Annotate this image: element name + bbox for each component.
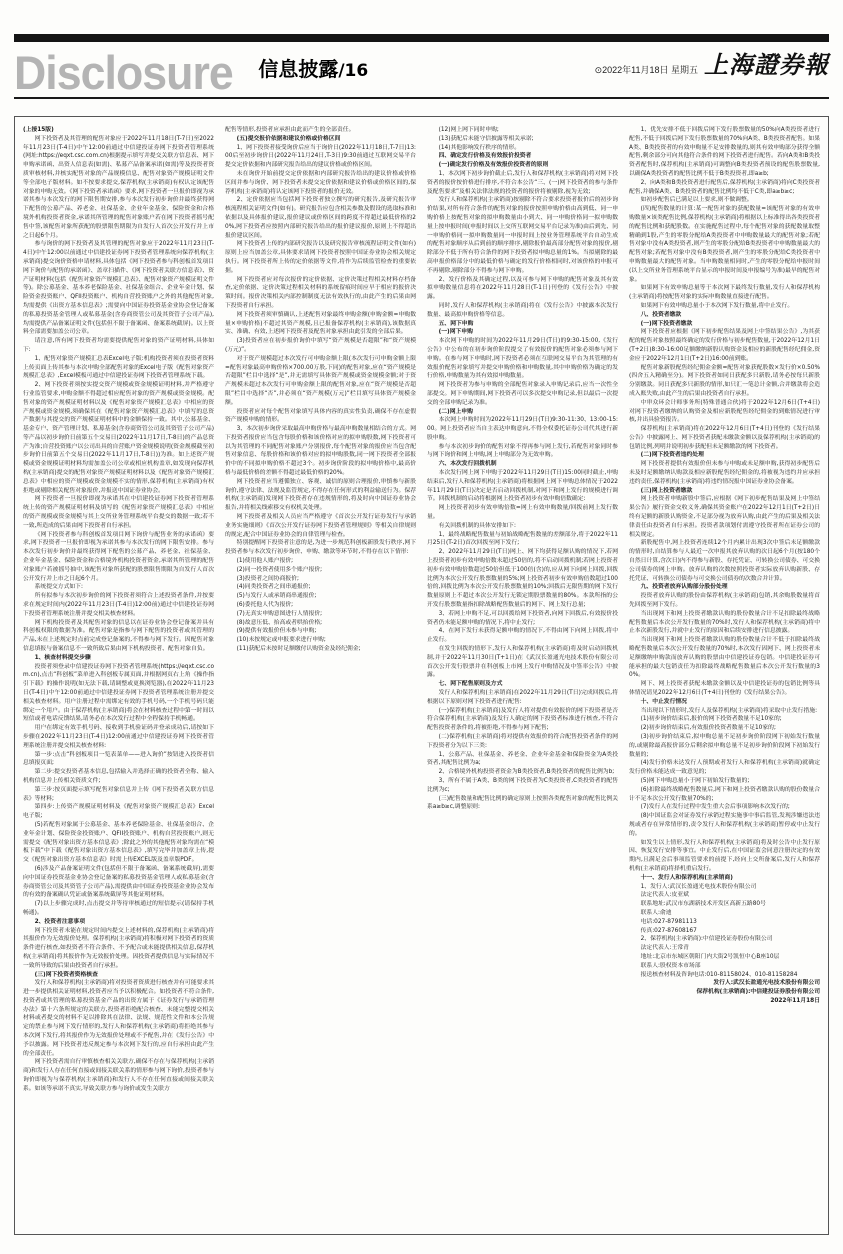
paragraph: 1、优先安排不低于回拨后网下发行股票数量的50%向A类投资者进行配售,不低于回拨后网下发行股票数量的70%向A类、B类投资者配售。如果A类、B类投资者的有效申购量不足安排数量的,则其有效申购部分获得全额配售,剩余部分可向其他符合条件的网下投资者进行配售。若向A类和B类投资者配售时,保荐机构(主承销商)可调整向B类投资者预设的配售股票数量,以确保A类投资者的配售比例不低于B类投资者,即a≥b; xyxy=(629,127,820,177)
paragraph: 网下投资者应对每次报价的定价依据、定价决策过程相关材料存档备查,定价依据、定价决策过程相关材料的系统留痕时间应早于相应的报价决策时间。报价决策相关内部控制制度无法有效执行的,由此产生的后果由网下投资者自行承担。 xyxy=(225,276,416,309)
paragraph: (1)使用他人账户报价; xyxy=(236,558,294,565)
paragraph: 在发生回拨的情形下,发行人和保荐机构(主承销商)将及时启动回拨机制,并于2022年11月30日(T+1日)在《武汉长盈通光电技术股份有限公司首次公开发行股票并在科创板上市网上发行申购情况及中签率公告》中披露。 xyxy=(427,646,618,679)
paragraph: 配售对象新股配售经纪佣金金额=配售对象获配股数×发行价×0.50%(四舍五入精确至分)。网下投资者如同日获配多只新股,请务必按每只新股分别缴款。同日获配多只新股的情形,如只汇一笔总计金额,合并缴款将会造成入账失败,由此产生的后果由投资者自行承担。 xyxy=(629,364,820,397)
section-heading: 九、投资者放弃认购部分股份处理 xyxy=(640,584,728,591)
paragraph: 系统提交方式如下: xyxy=(34,584,83,591)
paragraph: 法定代表人:皮亚斌 xyxy=(640,892,689,899)
section-heading: 八、投资者缴款 xyxy=(640,311,682,318)
section-heading: (一)网下申购 xyxy=(438,329,473,336)
paragraph: 网上投资者初步有效申购倍数=网上有效申购数量/回拨前网上发行数量。 xyxy=(427,505,618,521)
paragraph: 1、本次网下初步询价截止后,发行人和保荐机构(主承销商)将对网下投资者的报价按价格进行排序,不符合本公告“三、(一)网下投资者的参与条件及配售要求”及相关法律法规的投资者的报价将被剔除,视为无效; xyxy=(427,170,618,195)
section-heading: (二)网上申购 xyxy=(438,408,473,415)
paragraph: 1、最终战略配售数量与初始战略配售数量的差额部分,将于2022年11月25日(T-2日)首次回拨至网下发行; xyxy=(427,531,618,547)
paragraph: 2、向A类和B类投资者进行配售后,保荐机构(主承销商)将向C类投资者配售,并确保A类、B类投资者的配售比例均不低于C类,即a≥b≥c; xyxy=(629,179,820,195)
paragraph: (四)配售数量的计算:某一配售对象的获配数量=该配售对象的有效申购数量×该类配售比例,保荐机构(主承销商)将根据以上标准得出各类投资者的配售比例和获配股数。在实施配售过程中,每个配售对象的获配数量取整精确到1股,产生的零股分配给A类投资者中申购数量最大的配售对象;若配售对象中没有A类投资者,则产生的零股分配给B类投资者中申购数量最大的配售对象;若配售对象中没有B类投资者,则产生的零股分配给C类投资者中申购数量最大的配售对象。当申购数量相同时,产生的零股分配给申报时间(以上交所业务管理系统平台显示的申报时间及申报编号为准)最早的配售对象。 xyxy=(629,206,820,283)
article-frame xyxy=(14,116,829,1235)
paragraph: (5)若配售对象属于公募基金、基本养老保险基金、社保基金组合、企业年金计划、保险资金投资账户、QFII投资账户、机构自营投资账户,则无需提交《配售对象出资方基本信息表》;除此之外的其他配售对象均需在“模板下载”中下载《配售对象出资方基本信息表》,填写完毕并加盖章上传,提交《配售对象出资方基本信息表》时需上传EXCEL版及盖章版PDF。 xyxy=(23,821,214,864)
paragraph: 网下投资者应根据《网下初步配售结果及网上中签结果公告》,为其获配的配售对象按照最终确定的发行价格与初步配售数量,于2022年12月1日(T+2日)8:30-16:00足额缴纳新股认购资金及相应的新股配售经纪佣金,资金应于2022年12月1日(T+2日)16:00前到账。 xyxy=(629,329,820,362)
paragraph: (1)初步询价结束后,报价的网下投资者数量不足10家的; xyxy=(640,716,782,723)
paragraph: 网下投资者需自行审慎核查相关关联方,确保不存在与保荐机构(主承销商)和发行人存在任何直接或间接关联关系的情形参与网下询价,投资者参与询价即视为与保荐机构(主承销商)和发行人不存在任何直接或间接关联关系。如该等承诺不真实,导致关联方参与询价或发生关联方 xyxy=(23,1059,214,1092)
paragraph: 2、合格境外机构投资者资金为B类投资者,B类投资者的配售比例为b; xyxy=(438,769,615,776)
page-header xyxy=(14,44,829,99)
article-columns xyxy=(23,126,820,1225)
paragraph: 所有拟参与本次初步询价的网下投资者须符合上述投资者条件,并按要求在规定时间内(2022年11月23日(T-4日)12:00前)通过中信建投证券网下投资者管理系统注册并提交相关核查材料。 xyxy=(23,593,214,617)
paragraph: 当出现网下和网上投资者缴款认购的股份数量合计不足扣除最终战略配售数量后本次公开发行数量的70%时,发行人和保荐机构(主承销商)将中止本次新股发行,并就中止发行的原因和后续安排进行信息披露。 xyxy=(629,610,820,635)
paragraph: (7)无真实申购意图进行人情报价; xyxy=(236,610,323,617)
paragraph: 未在询价开始前提交定价依据和内部研究报告给出的建议价格或价格区间并参与询价、网下投资者未提交定价依据和建议价格或价格区间的,保荐机构(主承销商)将认定该网下投资者的报价无效。 xyxy=(225,170,416,195)
paragraph: 网下投资者提供有效报价但未参与申购或未足额申购,获得初步配售后未及时足额缴纳认购款及相应新股配售经纪佣金的,将被视为违约并应承担违约责任,保荐机构(主承销商)将违约情况报中国证券业协会备案。 xyxy=(629,461,820,485)
paragraph: 2、网下投资者须按实提交资产规模或资金规模证明材料,并严格遵守行业监管要求,申购金额不得超过相应配售对象的资产规模或资金规模。配售对象的资产规模证明材料以及《配售对象资产规模汇总表》中相应的资产规模或资金规模,须确保其在《配售对象资产规模汇总表》中填写的总资产数据与其提交的资产规模证明材料中的金额保持一致。其中,公募基金、基金专户、资产管理计划、私募基金(含券商资管公司及其资管子公司产品)等产品以初步询价日前第五个交易日(2022年11月17日,T-8日)的产品总资产为准;自营投资账户以公司出具的自营账户资金规模说明(资金规模截至初步询价日前第五个交易日(2022年11月17日,T-8日))为准。如上述资产规模或资金规模证明材料均需加盖公司公章或相应机构盖章,如发现向保荐机构(主承销商)提交的配售对象资产规模证明材料以及《配售对象资产规模汇总表》中相应的资产规模或资金规模不实的情形,保荐机构(主承销商)有权拒绝或剔除相关配售对象报价,并报送中国证券业协会。 xyxy=(23,382,214,494)
paragraph: 发行人和保荐机构(主承销商)按剔除不符合要求投资者报价后的初步询价结果,对所有符合条件的配售对象的报价按照申购价格由高到低、同一申购价格上按配售对象的拟申购数量由小到大、同一申购价格同一拟申购数量上按申报时间(申报时间以上交所互联网交易平台记录为准)由后到先、同一申购价格同一拟申购数量同一申报时间上按业务管理系统平台自动生成的配售对象顺序从后到前的顺序排序,剔除报价最高部分配售对象的报价,剔除部分不低于所有符合条件的网下投资者拟申购总量的1%。当拟剔除的最高申报价格部分中的最低价格与确定的发行价格相同时,对该价格的申报可不再剔除,剔除部分不得参与网下申购。 xyxy=(427,197,618,274)
paragraph: (8)中国证监会对证券发行承销过程实施事中事后监管,发现涉嫌违法违规或者存在异常情形的,责令发行人和保荐机构(主承销商)暂停或中止发行的。 xyxy=(629,813,820,837)
paragraph: (7)以上步骤完成时,点击提交并等待审核通过的短信提示(请保持手机畅通)。 xyxy=(23,901,214,916)
paragraph: 如果网下有效申购总量等于本次网下最终发行数量,发行人和保荐机构(主承销商)将按配售对象的实际申购数量直接进行配售。 xyxy=(629,285,820,301)
paragraph: 新股配售中,网上投资者连续12个月内累计出现3次中签后未足额缴款的情形时,自结算参与人最近一次申报其放弃认购的次日起6个月(按180个自然日计算,含次日)内不得参与新股、存托凭证、可转换公司债券、可交换公司债券的网上申购。放弃认购的次数按照投资者实际放弃认购新股、存托凭证、可转换公司债券与可交换公司债券的次数合并计算。 xyxy=(629,540,820,582)
paper-name: 上海證券報 xyxy=(704,50,829,79)
paragraph: (6)涉及产品备案证明文件(包括但不限于备案函、备案系统截屏),需要向中国证券投资基金业协会登记备案的私募投资基金管理人或私募基金(含券商资管公司及其资管子公司产品),需提供由中国证券投资基金业协会发布的有效的备案确认凭证或备案系统截屏等其他证明材料。 xyxy=(23,865,214,899)
paragraph: 第一步:点击“科创板项目一览表菜单——进入询价”按钮进入投资者信息填报页面; xyxy=(23,751,214,767)
paragraph: 本次网下申购的时间为2022年11月29日(T日)的9:30-15:00,《发行公告》中公布的在初步询价阶段提交了有效报价的配售对象必须参与网下申购。在参与网下申购时,网下投资者必须在互联网交易平台为其管理的有效报价配售对象填写并提交申购价格和申购数量,其中申购价格为确定的发行价格,申购数量为其有效拟申购数量。 xyxy=(427,338,618,380)
paragraph: 联系人:股权资本市场部 xyxy=(640,962,701,969)
paragraph: (3)初步询价结束后,拟申购总量不足初步询价阶段网下初始发行数量的,或剔除最高报价部分后剩余拟申购总量不足初步询价阶段网下初始发行数量的; xyxy=(629,733,820,758)
dateline: ⊙2022年11月18日 星期五 xyxy=(594,65,698,75)
paragraph: 本次网上申购时间为2022年11月29日(T日)9:30-11:30、13:00-15:00。网上投资者应当自主表达申购意向,不得全权委托证券公司代其进行新股申购。 xyxy=(427,417,618,441)
signature-line: 2022年11月18日 xyxy=(770,997,820,1004)
paragraph: 网下投资者及其管理的配售对象应于2022年11月18日(T-7日)至2022年11月23日(T-4日)中午12:00前通过中信建投证券网下投资者管理系统(网址:https://eqxt.csc.com.cn)根据提示填写并提交关联方信息表、网下申购承诺函、出资人信息表(如需)、私募产品备案承诺(如需)等及投资者资质审核材料,并核实配售对象的产品规模信息、配售对象资产规模证明文件等全部电子版材料。如不按要求提交,保荐机构(主承销商)有权认定该配售对象的申购无效。《网下投资者承诺函》要求,网下投资者一旦报价即视为承诺其参与本次发行的网下限售期安排,参与本次发行初步询价并最终获得网下配售的公募产品、养老金、社保基金、企业年金基金、保险资金和合格境外机构投资者资金,承诺其所管理的配售对象账户若在网下投资者摇号配售中签,该配售对象所获配的股票限售期限为自发行人首次公开发行并上市之日起6个月。 xyxy=(23,135,214,239)
paragraph: 如发生以上情形,发行人和保荐机构(主承销商)将及时公告中止发行原因、恢复发行安排等事宜。中止发行后,在中国证监会同意注册决定的有效期内,且满足会后事项监管要求的前提下,经向上交所备案后,发行人和保荐机构(主承销商)将择机重启发行。 xyxy=(629,839,820,872)
paragraph: 1、网下投资者接受询价后应当于询价日(2022年11月18日,T-7日)13:00后至初步询价日(2022年11月24日,T-3日)9:30前通过互联网交易平台提交定价依据和内部研究报告给出的建议价格或价格区间。 xyxy=(225,144,416,169)
paragraph: 本次发行网上网下申购于2022年11月29日(T日)15:00同时截止,申购结束后,发行人和保荐机构(主承销商)将根据网上网下申购总体情况于2022年11月29日(T日)决定是否启动回拨机制,对网下和网上发行的规模进行调节。回拨机制的启动将根据网上投资者初步有效申购倍数确定: xyxy=(427,470,618,503)
text-column-2 xyxy=(225,126,416,1225)
section-heading: 十、中止发行情况 xyxy=(640,698,687,705)
paragraph: 网下投资者须审慎确认,上述配售对象最终申购金额(申购金额=申购数量×申购价格)不超过其资产规模,且已报备保荐机构(主承销商),该数据真实、准确、有效,上述网下投资者及配售对象承担由此引发的全部后果。 xyxy=(225,311,416,336)
paragraph: (12)网上网下同时申购; xyxy=(438,127,499,133)
paragraph: 如初步配售后已满足以上要求,则不做调整。 xyxy=(640,197,753,204)
paragraph: 1、发行人:武汉长盈通光电技术股份有限公司 xyxy=(640,883,757,890)
text-column-4 xyxy=(629,126,820,1225)
paragraph: 特别提醒网下投资者注意的是,为进一步规范科创板新股发行秩序,网下投资者参与本次发行初步询价、申购、缴款等环节时,不得存在以下情形: xyxy=(225,540,416,556)
paragraph: (4)发行价格未达发行人预期或者发行人和保荐机构(主承销商)就确定发行价格未能达成一致意见的; xyxy=(629,760,820,776)
paragraph: 网下投资者一旦报价即视为承诺其在中信建投证券网下投资者管理系统上传的资产规模证明材料及填写的《配售对象资产规模汇总表》中相应的资产规模或资金规模与其上交所业务管理系统平台提交的数据一致;若不一致,所造成的后果由网下投资者自行承担。 xyxy=(23,496,214,529)
paragraph: 2、发行价格及其确定过程,以及可参与网下申购的配售对象及其有效拟申购数量信息将在2022年11月28日(T-1日)刊登的《发行公告》中披露。 xyxy=(427,276,618,301)
paragraph: 3、所有不属于A类、B类的网下投资者为C类投资者,C类投资者的配售比例为c; xyxy=(427,777,618,793)
paragraph: (11)获配后未按时足额缴付认购资金及经纪佣金; xyxy=(236,646,361,653)
paragraph: (5)网下申购总量小于网下初始发行数量的; xyxy=(640,777,750,784)
paragraph: 2、定价依据应当包括网下投资者独立撰写的研究报告,及研究报告审核流程相关证明文件(如有)。研究报告应包含相关参数及假设的选取标准和依据以及具体报价建议,报价建议或价格区间的跨度不得超过最低价格的20%,网下投资者应按照内部研究报告给出的报价建议报价,原则上不得超出报价建议区间。 xyxy=(225,197,416,239)
paragraph: 网下机构投资者及其配售对象的信息以在证券业协会登记备案并具有科创板权限的数据为准。配售对象是指参与网下配售的投资者或其管理的产品,未在上述规定时点前完成登记备案的,不得参与网下发行。因配售对象信息填报与备案信息不一致所致后果由网下机构投资者、配售对象自负。 xyxy=(23,619,214,653)
section-heading: 1、核查材料提交步骤 xyxy=(34,654,91,661)
section-heading: 四、确定发行价格及有效报价投资者 xyxy=(438,153,532,160)
paragraph: (7)发行人在发行过程中发生重大会后事项影响本次发行的; xyxy=(640,804,790,811)
paragraph: 同时,发行人和保荐机构(主承销商)将在《发行公告》中披露本次发行数量、最高拟申购价格等信息。 xyxy=(427,302,618,318)
paragraph: 网下投资者未能在规定时间内提交上述材料的,保荐机构(主承销商)将其报价作为无效报价处理。保荐机构(主承销商)将积极对网下投资者的资质条件进行核查,如投资者不符合条件、不予配合或未能提供相关信息,保荐机构(主承销商)将其报价作为无效报价处理。因投资者提供信息与实际情况不一致所导致的后果由投资者自行承担。 xyxy=(23,927,214,969)
section-heading: (三)网下投资者资格核查 xyxy=(34,971,98,978)
paragraph: 发行人和保荐机构(主承销商)在2022年11月29日(T日)完成回拨后,将根据以下原则对网下投资者进行配售: xyxy=(427,690,618,705)
paragraph: 当出现以下情形时,发行人及保荐机构(主承销商)将采取中止发行措施: xyxy=(640,707,818,714)
paragraph: 联系地址:武汉市东湖新技术开发区高新五路80号 xyxy=(640,901,766,908)
paragraph: (6)扣除最终战略配售数量后,网下和网上投资者缴款认购的股份数量合计不足本次公开发行数量70%的; xyxy=(629,786,820,802)
paragraph: 投资者须登录中信建投证券网下投资者管理系统(https://eqxt.csc.com.cn),点击“科创板”菜单进入科创板专属页面,并根据网页右上角《操作指引下载》的操作说明(如无法下载,请调整或更换浏览器),在2022年11月23日(T-4日)中午12:00前通过中信建投证券网下投资者管理系统注册并提交相关核查材料。用户注册过程中需绑定有效的手机号码,一个手机号码只能绑定一个用户。由于保荐机构(主承销商)将会在材料核查过程中第一时间以短信或者电话反馈结果,请务必在本次发行过程中全程保持手机畅通。 xyxy=(23,663,214,723)
header-rule xyxy=(14,97,829,99)
paragraph: 发行人和保荐机构(主承销商)将对投资者资质进行核查并有可能要求其进一步提供相关证明材料,投资者应当予以积极配合。如投资者不符合条件,投资者或其管理的私募投资基金产品的出资方属于《证券发行与承销管理办法》第十六条所规定的关联方,投资者拒绝配合核查、未能完整提交相关材料或者提交的材料不足以排除其在法律、法规、规范性文件和本公告规定的禁止参与网下发行情形的,发行人和保荐机构(主承销商)将拒绝其参与本次网下发行,将其报价作为无效报价处理或不予配售,并在《发行公告》中予以披露。网下投资者违反规定参与本次网下发行的,应自行承担由此产生的全部责任。 xyxy=(23,980,214,1057)
text-column-1 xyxy=(23,126,214,1225)
paragraph: (9)提供有效报价但未参与申购; xyxy=(236,628,317,635)
paragraph: (4)同类投资者之间串通报价; xyxy=(236,584,311,591)
section-heading: 2、投资者注意事项 xyxy=(34,918,86,925)
section-heading: (一)确定发行价格及有效报价投资者的原则 xyxy=(438,162,549,169)
paragraph: 第三步:按页面提示填写配售对象信息并上传《网下投资者关联方信息表》等材料; xyxy=(23,786,214,802)
paragraph: 地址:北京市东城区朝阳门内大街2号凯恒中心B座10层 xyxy=(640,953,780,960)
paragraph: 投资者应对每个配售对象填写具体内容的真实性负责,确保不存在虚假资产规模申购的情形。 xyxy=(225,408,416,424)
paragraph: 有关回拨机制的具体安排如下: xyxy=(438,522,516,529)
paragraph: 参与本次初步询价的配售对象不得再参与网上发行,若配售对象同时参与网下询价和网上申购,网上申购部分为无效申购。 xyxy=(427,443,618,459)
paragraph: 网下投资者及相关人员应当严格遵守《首次公开发行证券发行与承销业务实施细则》《首次公开发行证券网下投资者管理规则》等相关自律规则的规定,配合中国证券业协会的自律管理与检查。 xyxy=(225,514,416,538)
paragraph: 1、公募产品、社保基金、养老金、企业年金基金和保险资金为A类投资者,其配售比例为a; xyxy=(427,751,618,767)
paragraph: 2、保荐机构(主承销商):中信建投证券股份有限公司 xyxy=(640,936,773,943)
paragraph: 配售等情形,投资者应承担由此而产生的全部责任。 xyxy=(225,127,355,133)
paragraph: 参与询价的网下投资者及其管理的配售对象应于2022年11月23日(T-4日)中午12:00以前通过中信建投证券网下投资者管理系统向保荐机构(主承销商)提交询价资格申请材料,具体包括《网下投资者参与科创板首发项目网下询价与配售的承诺函》、盖章扫描件、《网下投资者关联方信息表》、资产证明材料(包括《配售对象资产规模汇总表》、配售对象资产规模证明文件等)。除公募基金、基本养老保险基金、社保基金组合、企业年金计划、保险资金投资账户、QFII投资账户、机构自营投资账户之外的其他配售对象,均需提供《出资方基本信息表》;需要向中国证券投资基金业协会登记备案的私募投资基金管理人或私募基金(含券商资管公司及其资管子公司产品),均需提供产品备案证明文件(包括但不限于备案函、备案系统截屏)。以上资料全部需要加盖公司公章。 xyxy=(23,241,214,336)
top-rule xyxy=(14,34,829,42)
page-number: /16 xyxy=(338,61,369,81)
paragraph: 4、在网下发行未获得足额申购的情况下,不得由网下向网上回拨,将中止发行。 xyxy=(427,628,618,644)
paragraph: 1、配售对象资产规模汇总表Excel电子版:机构投资者须在投资者资料上传页面上传其参与本次申购全部配售对象的Excel电子版《配售对象资产规模汇总表》,Excel模板可通过中信建投证券网下投资者管理系统下载。 xyxy=(23,355,214,380)
paragraph: 对于资产规模超过本次发行可申购金额上限(本次发行可申购金额上限=配售对象最高申购价格×700.00万股,下同)的配售对象,应在“资产规模是否超限”栏目中选择“是”,并无需填写具体资产规模或资金规模金额;对于资产规模未超过本次发行可申购金额上限的配售对象,应在“资产规模是否超限”栏目中选择“否”,并必须在“资产规模(万元)”栏目填写具体资产规模金额。 xyxy=(225,355,416,406)
paragraph: 联系人:俞迪 xyxy=(640,909,672,916)
paragraph: 2、2022年11月29日(T日)网上、网下均获得足额认购的情况下,若网上投资者初步有效申购倍数未超过50倍的,将不启动回拨机制;若网上投资者初步有效申购倍数超过50倍但低于100倍(含)的,应从网下向网上回拨,回拨比例为本次公开发行股票数量的5%;网上投资者初步有效申购倍数超过100倍的,回拨比例为本次公开发行股票数量的10%;回拨后无限售期的网下发行数量原则上不超过本次公开发行无锁定期股票数量的80%。本款所指的公开发行股票数量指扣除战略配售数量后的网下、网上发行总量; xyxy=(427,549,618,609)
paragraph: (5)与发行人或承销商串通报价; xyxy=(236,593,317,600)
section-heading: (三)网上投资者缴款 xyxy=(640,487,693,494)
paragraph: (13)获配后未能守信披露等相关承诺; xyxy=(438,135,534,142)
header-right xyxy=(595,45,829,96)
section-heading: 六、本次发行回拨机制 xyxy=(438,461,497,468)
paragraph: (一)保荐机构(主承销商)及发行人将对提供有效报价的网下投资者是否符合保荐机构(主承销商)及发行人确定的网下投资者标准进行核查,不符合配售投资者条件的,将被拒绝,不得参与网下配售; xyxy=(427,707,618,732)
section-heading: (一)网下投资者缴款 xyxy=(640,320,693,327)
paragraph: 传真:027-87608167 xyxy=(640,927,697,934)
paragraph: 第四步:上传资产规模证明材料及《配售对象资产规模汇总表》Excel电子版; xyxy=(23,804,214,820)
signature-line: 保荐机构(主承销商):中信建投证券股份有限公司 xyxy=(696,989,820,996)
paragraph: 如果网下有效申购总量小于本次网下发行数量,将中止发行。 xyxy=(640,302,794,309)
paragraph: (3)投资者应在初步报价询价中填写“资产规模是否超限”和“资产规模(万元)”。 xyxy=(225,338,416,353)
section-heading: 十一、发行人和保荐机构(主承销商) xyxy=(640,874,733,881)
paragraph: 请注意,所有网下投资者均需要提供配售对象的资产证明材料,具体如下: xyxy=(23,338,214,353)
paragraph: 网下投资者为参与申购的全部配售对象录入申购记录后,应当一次性全部提交。网下申购期间,网下投资者可以多次提交申购记录,但以最后一次提交的全部申购记录为准。 xyxy=(427,382,618,406)
paragraph: (8)故意压低、抬高或者哄抬价格; xyxy=(236,619,323,626)
paragraph: (14)其他影响发行秩序的情形。 xyxy=(438,144,521,151)
paragraph: 中审众环会计师事务所(特殊普通合伙)将于2022年12月6日(T+4日)对网下投资者缴纳的认购资金及相应新股配售经纪佣金的到账情况进行审核,并出具验资报告。 xyxy=(629,399,820,424)
paragraph: 用户在绑定有效手机号码、接收到手机验证码并登录成功后,请按如下步骤在2022年11月23日(T-4日)12:00前通过中信建投证券网下投资者管理系统注册并提交相关核查材料: xyxy=(23,725,214,749)
paragraph: 当出现网下和网上投资者缴款认购的股份数量合计不低于扣除最终战略配售数量后本次公开发行数量的70%时,本次发行因网下、网上投资者未足额缴纳申购款而放弃认购的股票由中信建投证券包销。中信建投证券可能承担的最大包销责任为扣除最终战略配售数量后本次公开发行数量的30%。 xyxy=(629,637,820,679)
paragraph: 第二步:提交投资者基本信息,包括输入并选择正确的投资者全称、输入机构信息并上传相关资质文件; xyxy=(23,769,214,784)
section-heading: (五)提交报价依据和建议价格或价格区间 xyxy=(236,135,341,142)
paragraph: (二)保荐机构(主承销商)将对提供有效报价的符合配售投资者条件的网下投资者分为以下三类: xyxy=(427,733,618,749)
paragraph: (6)委托他人代为报价; xyxy=(236,602,294,609)
paragraph: 投资者放弃认购的股份由保荐机构(主承销商)包销,其余购股数量将首先回拨至网下发行。 xyxy=(629,593,820,609)
paragraph: 报送核查材料及咨询电话:010-81158024、010-81158284 xyxy=(640,971,798,978)
paragraph: (2)初步询价结束后,有效报价投资者数量不足10家的; xyxy=(640,725,776,732)
paragraph: (2)同一投资者使用多个账户报价; xyxy=(236,566,323,573)
section-heading: (二)网下投资者违约处理 xyxy=(640,452,704,459)
paragraph: 网下投资者上传的内部研究报告以及研究报告审核流程证明文件(如有)原则上应当加盖公章,具体要求请网下投资者按照中国证券业协会相关规定执行。网下投资者所上传的定价依据等文件,将作为后续监管检查的重要依据。 xyxy=(225,241,416,274)
section-heading: 五、网下申购 xyxy=(438,320,474,327)
paragraph: 网上投资者申购新股中签后,应根据《网下初步配售结果及网上中签结果公告》履行资金交收义务,确保其资金账户在2022年12月1日(T+2日)日终有足额的新股认购资金,不足部分视为放弃认购,由此产生的后果及相关法律责任由投资者自行承担。投资者款项划付需遵守投资者所在证券公司的相关规定。 xyxy=(629,496,820,538)
paragraph: 3、若网上申购不足,可以回拨给网下投资者,向网下回拨后,有效报价投资者仍未能足额申购的情况下,将中止发行; xyxy=(427,610,618,626)
paragraph: 网下、网上投资者获配未缴款金额以及中信建投证券的包销比例等具体情况请见2022年12月6日(T+4日)刊登的《发行结果公告》。 xyxy=(629,681,820,696)
text-column-3 xyxy=(427,126,618,1225)
masthead-english: Disclosure xyxy=(14,46,233,99)
section-title xyxy=(258,53,368,96)
section-title-text: 信息披露 xyxy=(258,57,339,81)
paragraph: (3)投资者之间协商报价; xyxy=(236,575,299,582)
section-heading: 七、网下配售原则及方式 xyxy=(438,681,503,688)
paragraph: 法定代表人:王常青 xyxy=(640,945,689,952)
paragraph: 电话:027-87981113 xyxy=(640,918,697,925)
paragraph: 保荐机构(主承销商)将在2022年12月6日(T+4日)刊登的《发行结果公告》中披露网上、网下投资者获配未缴款金额以及保荐机构(主承销商)的包销比例,列明并说明初步获配但未足额缴款的网下投资者。 xyxy=(629,426,820,450)
paragraph: (10)未按规定或申报要求进行申购; xyxy=(236,637,326,644)
paragraph: 《网下投资者参与科创板首发项目网下询价与配售业务的承诺函》要求,网下投资者一旦报价即视为承诺其参与本次发行的网下限售安排。参与本次发行初步询价并最终获得网下配售的公募产品、养老金、社保基金、企业年金基金、保险资金和合格境外机构投资者资金,承诺其所管理的配售对象账户若被摇号抽中,该配售对象所获配的股票限售期限为自发行人首次公开发行并上市之日起6个月。 xyxy=(23,531,214,582)
paragraph: 网下投资者应当遵循独立、客观、诚信的原则合理报价,审慎参与新股询价,遵守法律、法规及监管规定,不得存在任何形式的利益输送行为。保荐机构(主承销商)发现网下投资者存在违规情形的,将及时向中国证券业协会报告,并将相关线索移交有权机关处理。 xyxy=(225,478,416,512)
paragraph: 3、本次初步询价采取最高申购价格与最高申购数量相结合的方式。网下投资者报价应当包含每股价格和该价格对应的拟申购股数,网下投资者可以为其管理的不同配售对象账户分别报价,每个配售对象的报价应当包含配售对象信息、每股价格和该价格对应的拟申购股数,同一网下投资者全部报价中的不同拟申购价格不超过3个。初步询价阶段的拟申购价格中,最高价格与最低价格的差额不得超过最低价格的20%。 xyxy=(225,426,416,477)
paragraph: (三)配售数量和配售比例的确定原则上按照各类配售对象的配售比例关系a≥b≥c,调整原则: xyxy=(427,795,618,811)
signature-line: 发行人:武汉长盈通光电技术股份有限公司 xyxy=(713,980,820,987)
section-heading: (上接15版) xyxy=(23,127,54,133)
